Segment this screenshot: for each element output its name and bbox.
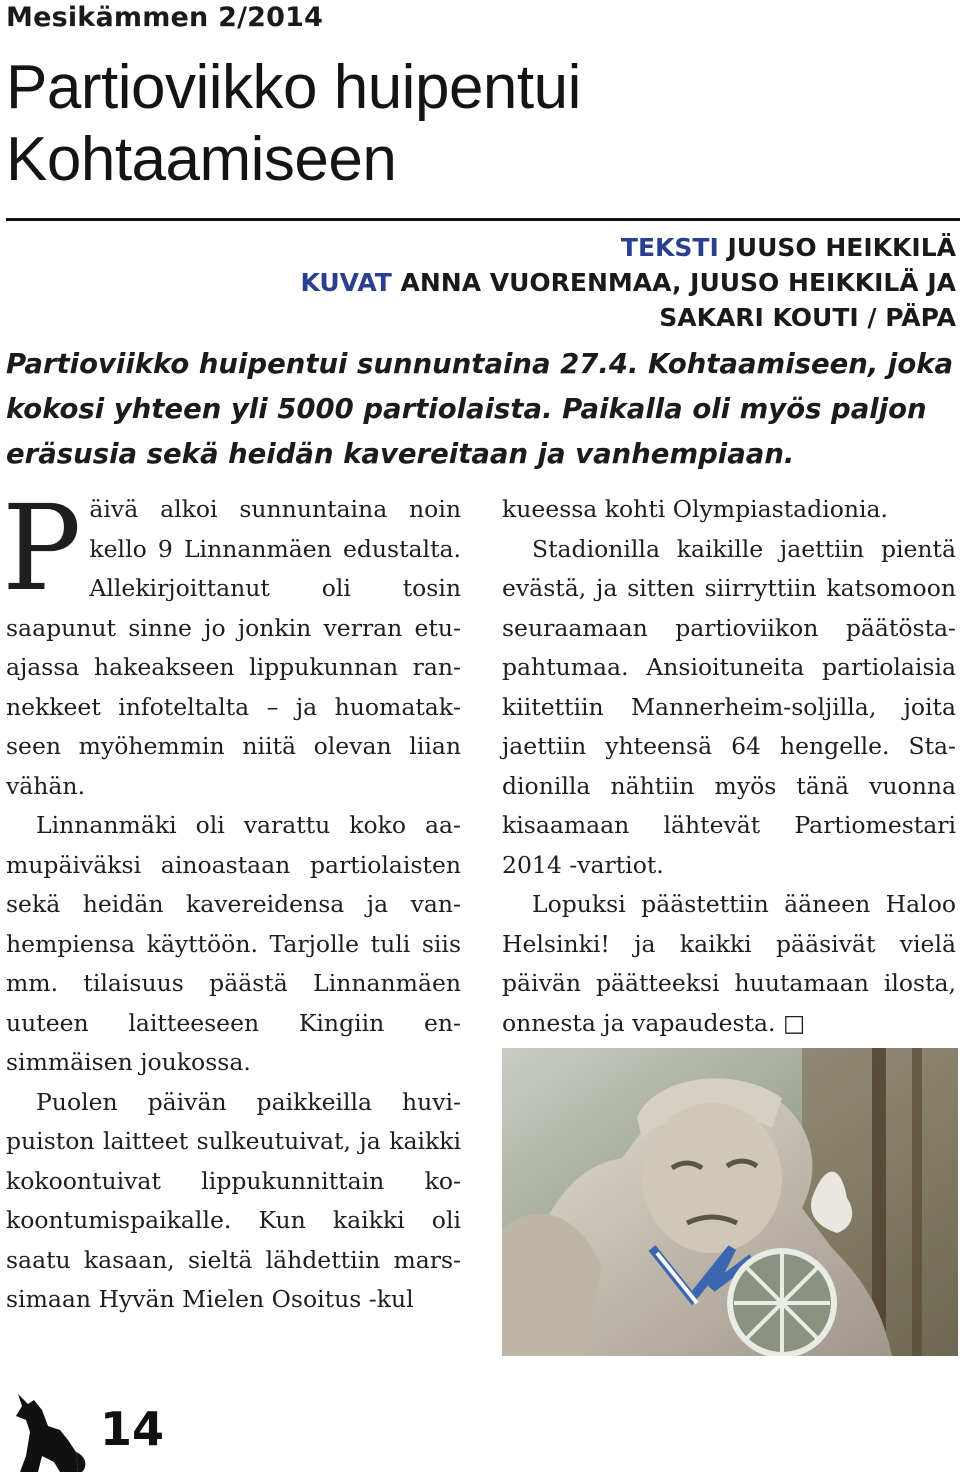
text-credit-author: JUUSO HEIKKILÄ: [727, 233, 956, 262]
body-paragraph-3: Puolen päivän paikkeilla huvipuiston laitteet sulkeutuivat, ja kaikki kokoontuivat lippukunnittain kokoontumispaikalle. Kun kaikki oli saatu kasaan, sieltä lähdettiin marssimaan Hyvän Mielen Osoitus -kul: [6, 1087, 461, 1313]
body-paragraph-5: Lopuksi päästettiin ääneen Haloo Helsinki! ja kaikki pääsivät vielä päivän päätteeksi huutamaan ilosta, onnesta ja vapaudesta. □: [502, 890, 956, 1037]
photo-credit-label: KUVAT: [300, 268, 392, 297]
drop-cap: P: [2, 479, 82, 617]
title-line-2: Kohtaamiseen: [6, 125, 397, 194]
statue-photo: [502, 1048, 958, 1356]
text-credit: [300, 230, 956, 265]
statue-photo-illustration: [502, 1048, 958, 1356]
wolf-logo-icon: [8, 1386, 90, 1476]
title-line-1: Partioviikko huipentui: [6, 53, 581, 122]
body-paragraph-2: Linnanmäki oli varattu koko aamupäiväksi ainoastaan partiolaisten sekä heidän kavereidensa ja vanhempiensa käyttöön. Tarjolle tuli siis mm. tilaisuus päästä Linnanmäen uuteen laitteeseen Kingiin ensimmäisen joukossa.: [6, 811, 461, 1076]
body-column-right: [502, 490, 956, 1043]
lead-paragraph: Partioviikko huipentui sunnuntaina 27.4. Kohtaamiseen, joka kokosi yhteen yli 5000 partiolaista. Paikalla oli myös paljon eräsusia sekä heidän kavereitaan ja vanhempiaan.: [6, 348, 954, 470]
photo-credit: [300, 265, 956, 300]
text-credit-label: TEKSTI: [620, 233, 719, 262]
article-title: [6, 52, 946, 196]
byline: [300, 230, 956, 335]
body-column-left: [2, 479, 461, 1320]
title-rule: [6, 218, 960, 221]
body-paragraph-1: äivä alkoi sunnuntaina noin kello 9 Linnanmäen edustalta. Allekirjoittanut oli tosin saapunut sinne jo jonkin verran etuajassa hakeakseen lippukunnan rannekkeet infoteltalta – ja huomatakseen myöhemmin niitä olevan liian vähän.: [6, 495, 461, 800]
photo-credit-authors-2: SAKARI KOUTI / PÄPA: [659, 303, 956, 332]
magazine-issue: Mesikämmen 2/2014: [6, 2, 324, 33]
body-paragraph-4: Stadionilla kaikille jaettiin pientä evästä, ja sitten siirryttiin katsomoon seuraamaan partioviikon päätöstapahtumaa. Ansioituneita partiolaisia kiitettiin Mannerheim-soljilla, joita jaettiin yhteensä 64 hengelle. Stadionilla nähtiin myös tänä vuonna kisaamaan lähtevät Partiomestari 2014 -vartiot.: [502, 534, 956, 879]
page-number: 14: [100, 1402, 165, 1456]
photo-credit-authors-1: ANNA VUORENMAA, JUUSO HEIKKILÄ JA: [400, 268, 956, 297]
body-paragraph-3-continued: kueessa kohti Olympiastadionia.: [502, 495, 889, 523]
